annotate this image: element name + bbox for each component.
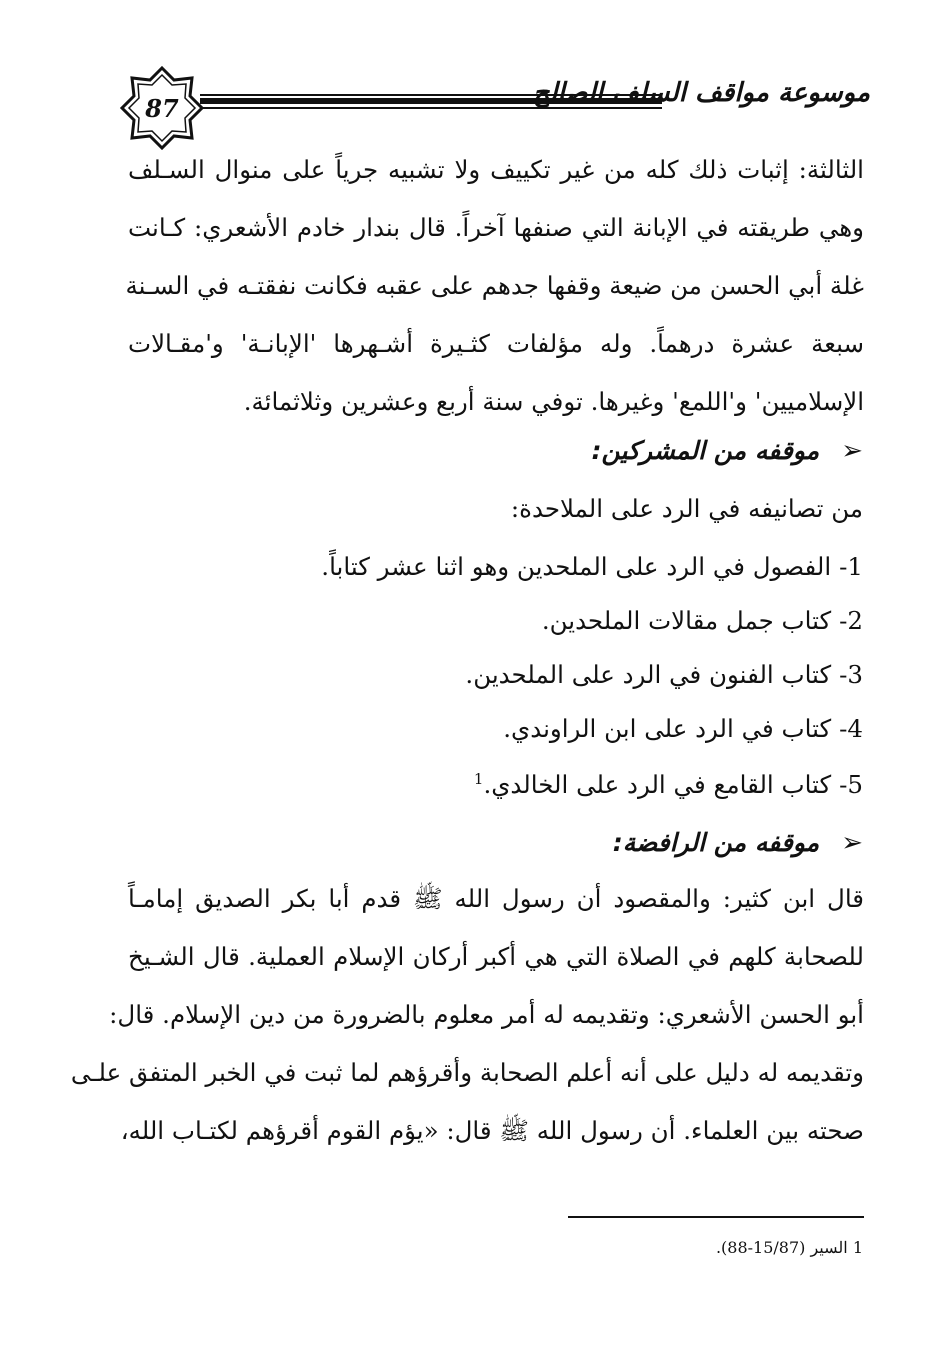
list-number: 5- bbox=[839, 770, 863, 799]
footnote-text: السير (15/87-88). bbox=[715, 1238, 848, 1257]
list-number: 1- bbox=[839, 552, 863, 581]
list-text: الفصول في الرد على الملحدين وهو اثنا عشر كتاباً. bbox=[321, 552, 832, 581]
page-number-badge bbox=[120, 66, 204, 150]
paragraph-line: الإسلاميين' و'اللمع' وغيرها. توفي سنة أربع وعشرين وثلاثمائة. bbox=[243, 387, 864, 416]
intro-line: من تصانيفه في الرد على الملاحدة: bbox=[510, 494, 863, 523]
arrowhead-bullet-icon: ➢ bbox=[841, 436, 863, 466]
section-heading-rafida bbox=[263, 814, 863, 872]
list-text: كتاب جمل مقالات الملحدين. bbox=[541, 606, 832, 635]
list-item bbox=[143, 756, 863, 814]
page-header bbox=[120, 66, 870, 150]
book-title: موسوعة مواقف السلف الصالح bbox=[532, 78, 870, 108]
footnote-divider bbox=[568, 1216, 864, 1218]
heading-text: موقفه من المشركين: bbox=[591, 436, 820, 465]
paragraph-line: للصحابة كلهم في الصلاة التي هي أكبر أركان الإسلام العملية. قال الشـيخ bbox=[128, 942, 864, 971]
list-text: كتاب القامع في الرد على الخالدي. bbox=[483, 770, 832, 799]
paragraph-line: وهي طريقته في الإبانة التي صنفها آخراً. قال بندار خادم الأشعري: كـانت bbox=[128, 213, 864, 242]
list-item bbox=[143, 538, 863, 596]
footnote-number: 1 bbox=[852, 1238, 863, 1257]
list-item bbox=[143, 592, 863, 650]
list-number: 2- bbox=[839, 606, 863, 635]
list-item bbox=[143, 646, 863, 704]
list-number: 3- bbox=[839, 660, 863, 689]
section-heading-polytheists bbox=[263, 422, 863, 480]
paragraph-line: الثالثة: إثبات ذلك كله من غير تكييف ولا تشبيه جرياً على منوال السـلف bbox=[128, 155, 864, 184]
paragraph-line: سبعة عشرة درهماً. وله مؤلفات كثـيرة أشـهرها 'الإبانـة' و'مقـالات bbox=[128, 329, 864, 358]
list-item bbox=[143, 700, 863, 758]
page-number: 87 bbox=[145, 93, 179, 123]
list-text: كتاب الفنون في الرد على الملحدين. bbox=[465, 660, 832, 689]
footnote-ref[interactable]: 1 bbox=[473, 769, 484, 788]
paragraph-line: غلة أبي الحسن من ضيعة وقفها جدهم على عقبه فكانت نفقتـه في السـنة bbox=[125, 271, 864, 300]
footnote bbox=[363, 1234, 863, 1262]
paragraph-line: أبو الحسن الأشعري: وتقديمه له أمر معلوم بالضرورة من دين الإسلام. قال: bbox=[109, 1000, 864, 1029]
paragraph-1 bbox=[125, 141, 864, 431]
paragraph-line: قال ابن كثير: والمقصود أن رسول الله ﷺ قدم أبا بكر الصديق إمامـاً bbox=[128, 884, 864, 913]
paragraph-line: صحته بين العلماء. أن رسول الله ﷺ قال: «يؤم القوم أقرؤهم لكتـاب الله، bbox=[120, 1116, 864, 1145]
arrowhead-bullet-icon: ➢ bbox=[841, 828, 863, 858]
list-number: 4- bbox=[839, 714, 863, 743]
list-text: كتاب في الرد على ابن الراوندي. bbox=[503, 714, 832, 743]
heading-text: موقفه من الرافضة: bbox=[612, 828, 820, 857]
paragraph-line: وتقديمه له دليل على أنه أعلم الصحابة وأقرؤهم لما ثبت في الخبر المتفق علـى bbox=[70, 1058, 864, 1087]
paragraph-2 bbox=[70, 870, 864, 1160]
